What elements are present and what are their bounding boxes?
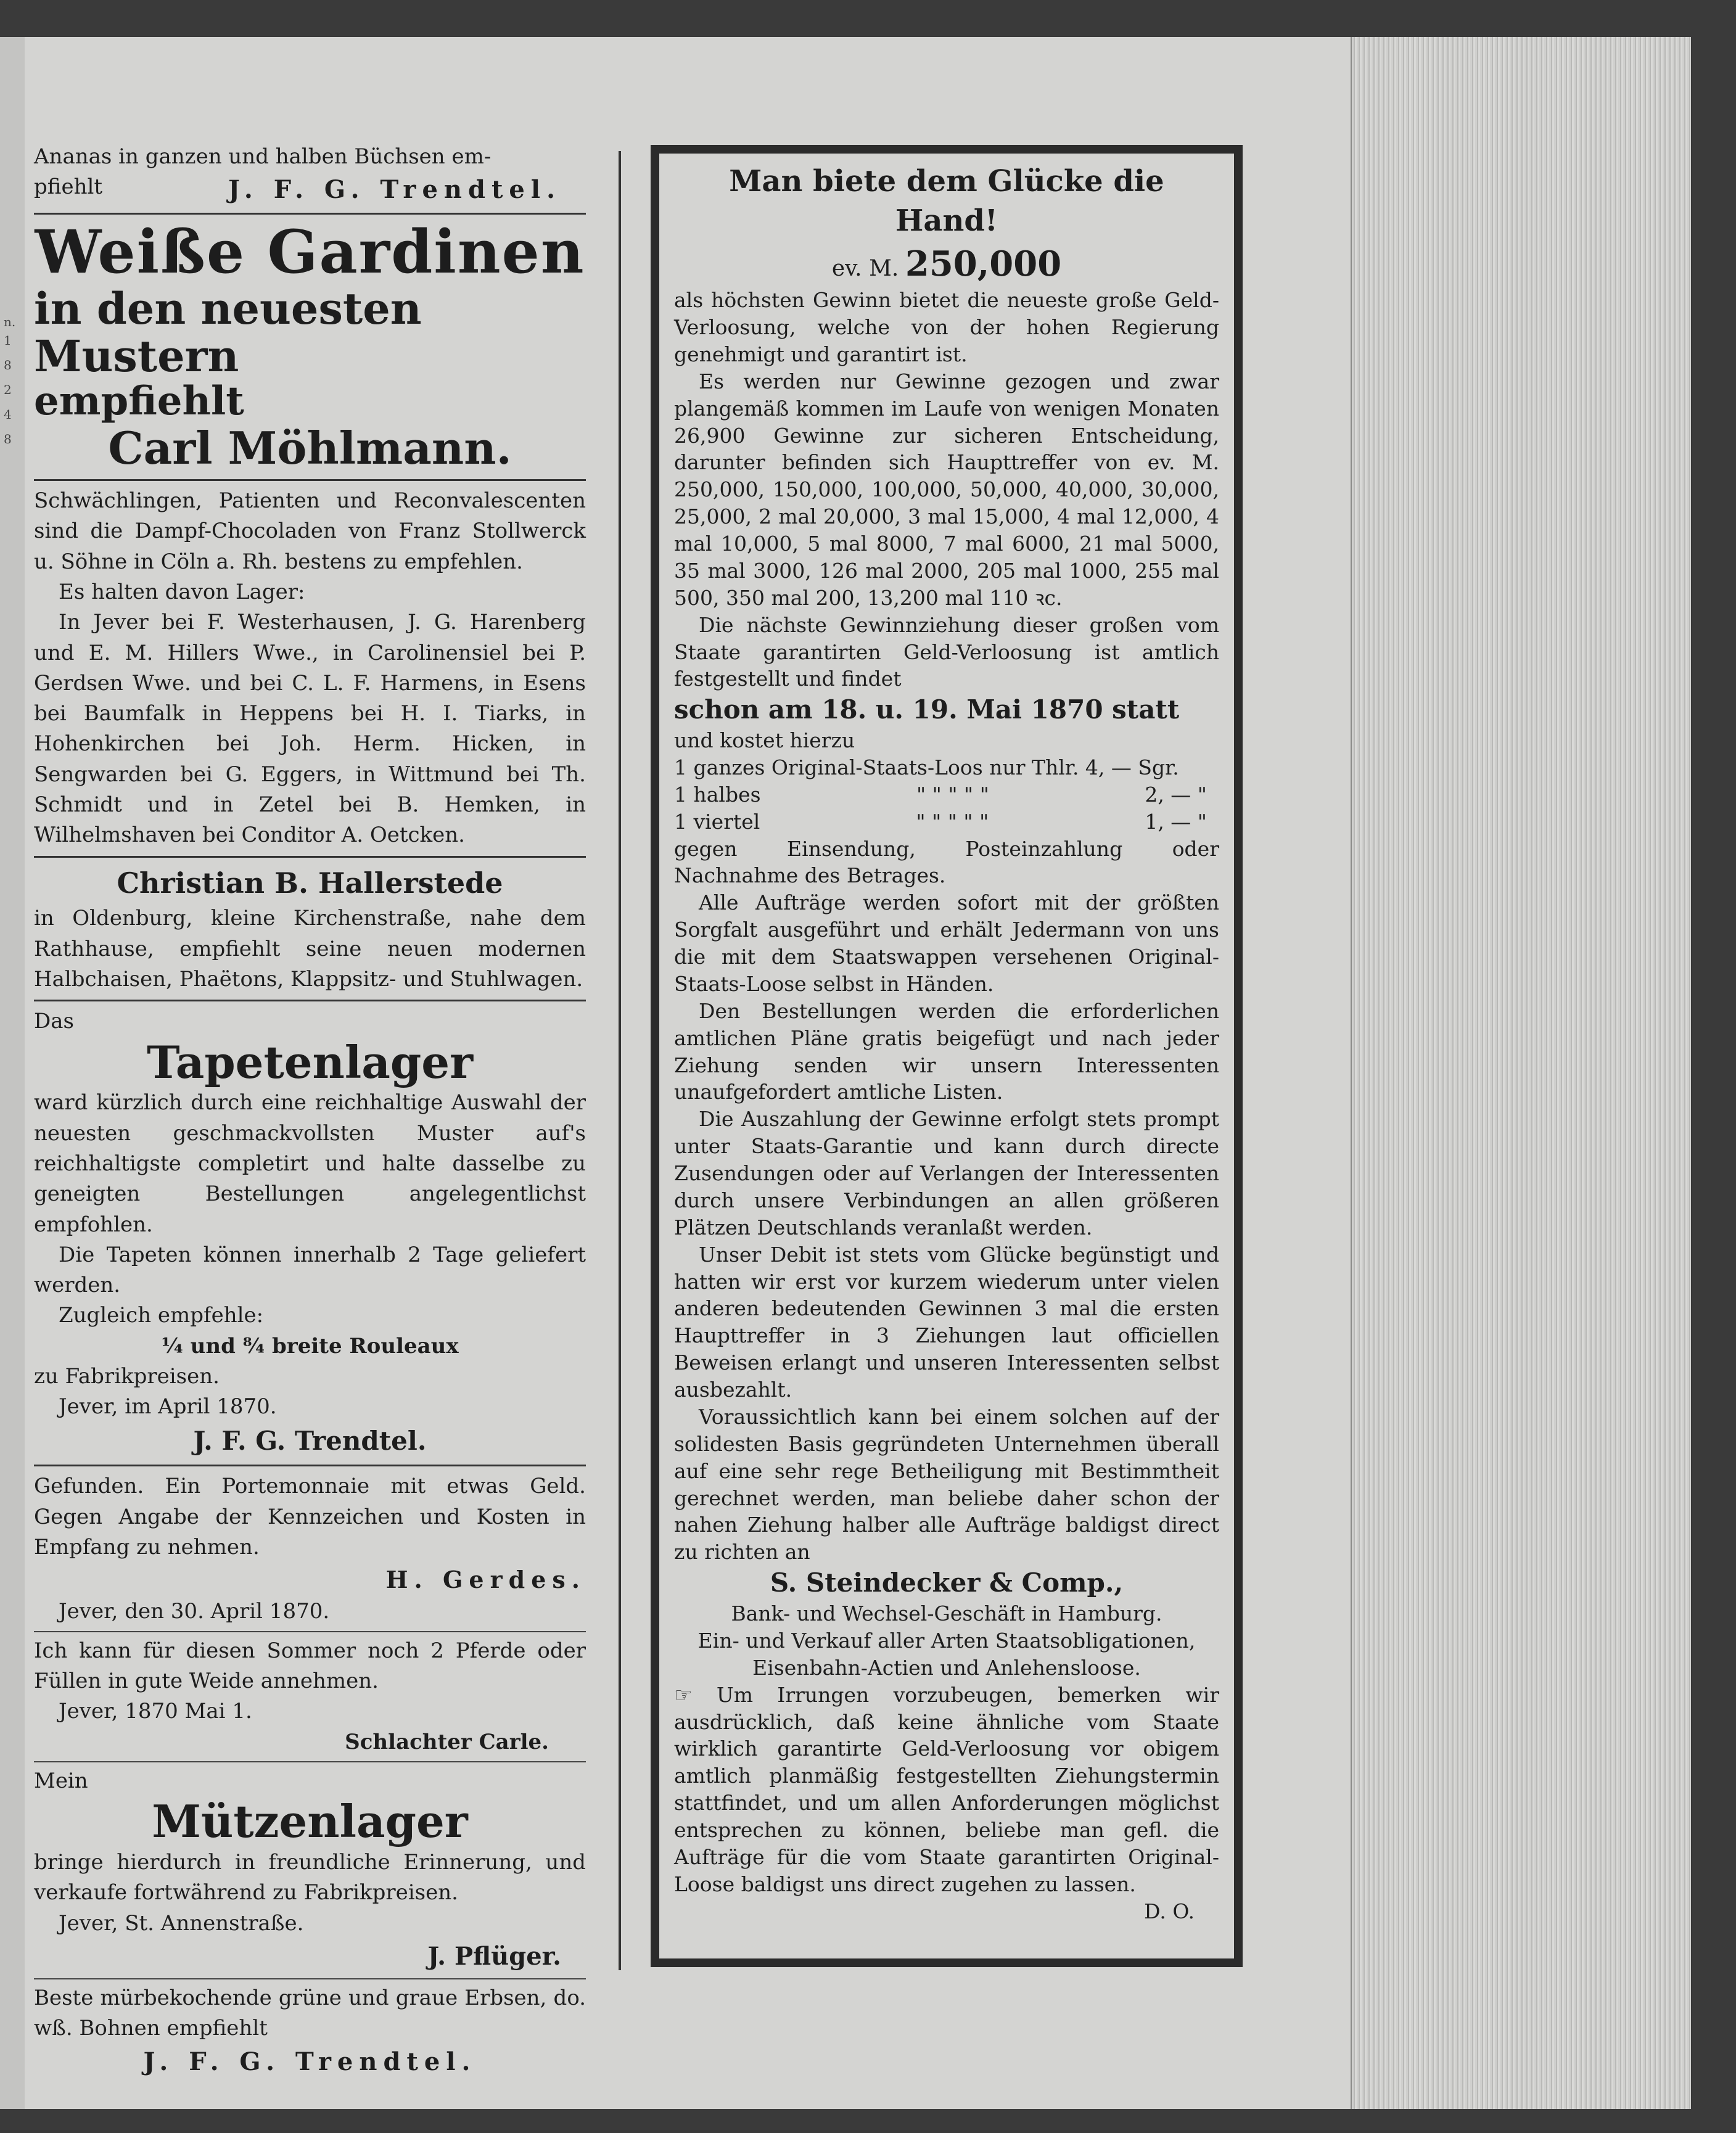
ad-signature: J. F. G. Trendtel. bbox=[193, 1425, 427, 1456]
ad-text: Das bbox=[34, 1009, 74, 1034]
strip-char: 8 bbox=[4, 432, 12, 446]
ad-headline: Tapetenlager bbox=[147, 1035, 473, 1088]
ad-text: und kostet hierzu bbox=[674, 728, 855, 753]
ad-hallerstede bbox=[34, 863, 586, 995]
ad-text: Ich kann für diesen Sommer noch 2 Pferde oder Füllen in gute Weide annehmen. bbox=[34, 1638, 586, 1694]
ad-text: gegen Einsendung, Posteinzahlung oder Nachnahme des Betrages. bbox=[674, 836, 1219, 888]
ad-text: Die Auszahlung der Gewinne erfolgt stets prompt unter Staats-Garantie und kann durch directe Zusendungen oder auf Verlangen der Interessenten durch unsere Verbindungen an allen größeren Plätzen Deutschlands veranlaßt werden. bbox=[674, 1107, 1219, 1239]
divider bbox=[34, 479, 586, 481]
ad-headline: empfiehlt bbox=[34, 377, 244, 424]
ditto-marks: " " " " " bbox=[916, 809, 989, 834]
ditto-marks: " " " " " bbox=[916, 782, 989, 807]
divider bbox=[34, 213, 586, 215]
ad-headline: Man biete dem Glücke die Hand! bbox=[729, 164, 1164, 238]
ad-signature: J. F. G. Trendtel. bbox=[228, 175, 561, 205]
ad-gardinen bbox=[34, 217, 586, 475]
ad-text: In Jever bei F. Westerhausen, J. G. Harenberg und E. M. Hillers Wwe., in Carolinensiel bei P. Gerdsen Wwe. und bei C. L. F. Harmens, in Esens bei Baumfalk in Heppens bei H. I. Tiarks, in Hohenkirchen bei Joh. Herm. Hicken, in Sengwarden bei G. Eggers, in Wittmund bei Th. Schmidt und in Zetel bei B. Hemken, in Wilhelmshaven bei Conditor A. Oetcken. bbox=[34, 610, 586, 848]
ad-text: Alle Aufträge werden sofort mit der größten Sorgfalt ausgeführt und erhält Jedermann von uns die mit dem Staatswappen versehenen Original-Staats-Loose selbst in Händen. bbox=[674, 890, 1219, 996]
strip-char: 8 bbox=[4, 358, 12, 372]
pointing-hand-icon: ☞ bbox=[674, 1682, 717, 1707]
left-column bbox=[34, 142, 586, 2080]
ad-text: pfiehlt bbox=[34, 175, 102, 200]
ad-signature: D. O. bbox=[1144, 1899, 1195, 1923]
divider bbox=[34, 1000, 586, 1001]
ad-tapetenlager bbox=[34, 1006, 586, 1460]
ad-text: Den Bestellungen werden die erforderlichen amtlichen Pläne gratis beigefügt und nach jeder Ziehung senden wir unsern Interessenten unaufgefordert amtliche Listen. bbox=[674, 998, 1219, 1104]
price-line bbox=[674, 781, 1219, 808]
ad-signature: J. Pflüger. bbox=[427, 1941, 561, 1971]
book-page-edges bbox=[1351, 37, 1691, 2109]
ad-signature: H. Gerdes. bbox=[385, 1566, 586, 1594]
ad-text: bringe hierdurch in freundliche Erinnerung, und verkaufe fortwährend zu Fabrikpreisen. bbox=[34, 1850, 586, 1905]
ad-headline: Mützenlager bbox=[152, 1795, 468, 1848]
ad-text: Schwächlingen, Patienten und Reconvalescenten sind die Dampf-Chocoladen von Franz Stollwerck u. Söhne in Cöln a. Rh. bestens zu empfehlen. bbox=[34, 488, 586, 574]
firm-line: Eisenbahn-Actien und Anlehensloose. bbox=[752, 1655, 1141, 1680]
ad-text: Beste mürbekochende grüne und graue Erbsen, do. wß. Bohnen empfiehlt bbox=[34, 1985, 586, 2041]
divider bbox=[34, 1978, 586, 1979]
strip-char: 4 bbox=[4, 407, 12, 422]
price-label: 1 halbes bbox=[674, 782, 761, 807]
ad-found bbox=[34, 1471, 586, 1627]
ad-text: Es halten davon Lager: bbox=[59, 579, 305, 604]
ad-chocolate bbox=[34, 486, 586, 851]
ad-place-date: Jever, im April 1870. bbox=[59, 1394, 277, 1420]
divider bbox=[34, 1465, 586, 1466]
firm-name: S. Steindecker & Comp., bbox=[770, 1568, 1124, 1598]
lottery-ad-box bbox=[651, 145, 1243, 1967]
ad-text: ¼ und ⁸⁄₄ breite Rouleaux bbox=[161, 1333, 459, 1358]
ad-text: Gefunden. Ein Portemonnaie mit etwas Geld. Gegen Angabe der Kennzeichen und Kosten in Empfang zu nehmen. bbox=[34, 1474, 586, 1560]
draw-date: schon am 18. u. 19. Mai 1870 statt bbox=[674, 694, 1180, 725]
ad-text: Unser Debit ist stets vom Glücke begünstigt und hatten wir erst vor kurzem wiederum unter vielen anderen bedeutenden Gewinnen 3 mal die ersten Haupttreffer in 3 Ziehungen laut officiellen Beweisen erlangt und unseren Interessenten selbst ausbezahlt. bbox=[674, 1242, 1219, 1402]
ad-headline: Weiße Gardinen bbox=[35, 217, 585, 287]
price-label: 1 viertel bbox=[674, 809, 760, 834]
firm-line: Ein- und Verkauf aller Arten Staatsobligationen, bbox=[697, 1628, 1196, 1653]
column-rule bbox=[619, 151, 621, 1970]
price-line bbox=[674, 808, 1219, 836]
price-line: 1 ganzes Original-Staats-Loos nur Thlr. 4, — Sgr. bbox=[674, 755, 1179, 779]
ad-text: Um Irrungen vorzubeugen, bemerken wir ausdrücklich, daß keine ähnliche vom Staate wirklich garantirte Geld-Verloosung vor obigem amtlich planmäßig festgestellten Ziehungstermin stattfindet, und um allen Anforderungen möglichst entsprechen zu können, beliebe man gefl. die Aufträge für die vom Staate garantirten Original-Loose baldigst uns direct zugehen zu lassen. bbox=[674, 1682, 1219, 1896]
ad-place-date: Jever, 1870 Mai 1. bbox=[59, 1699, 252, 1724]
ad-headline: in den neuesten Mustern bbox=[34, 282, 422, 382]
ad-ananas bbox=[34, 142, 586, 208]
ad-headline: Christian B. Hallerstede bbox=[117, 866, 503, 900]
ad-text: Es werden nur Gewinne gezogen und zwar plangemäß kommen im Laufe von wenigen Monaten 26,900 Gewinne zur sicheren Entscheidung, darunter befinden sich Haupttreffer von ev. M. 250,000, 150,000, 100,000, 50,000, 40,000, 30,000, 25,000, 2 mal 20,000, 3 mal 15,000, 4 mal 12,000, 4 mal 10,000, 5 mal 8000, 7 mal 6000, 21 mal 5000, 35 mal 3000, 126 mal 2000, 205 mal 1000, 255 mal 500, 350 mal 200, 13,200 mal 110 ꝛc. bbox=[674, 369, 1219, 610]
ad-erbsen bbox=[34, 1983, 586, 2080]
ad-signature: Carl Möhlmann. bbox=[108, 422, 512, 475]
divider bbox=[34, 1631, 586, 1632]
ad-signature: J. F. G. Trendtel. bbox=[143, 2047, 477, 2076]
adjacent-page-edge bbox=[0, 37, 26, 2109]
ad-signature: Schlachter Carle. bbox=[345, 1729, 549, 1754]
strip-char: 1 bbox=[4, 333, 12, 348]
divider bbox=[34, 1761, 586, 1762]
ad-pasture bbox=[34, 1636, 586, 1757]
ad-place-date: Jever, den 30. April 1870. bbox=[59, 1599, 330, 1624]
ad-text: Ananas in ganzen und halben Büchsen em- bbox=[34, 144, 492, 169]
ad-text: Mein bbox=[34, 1768, 88, 1793]
ad-text: zu Fabrikpreisen. bbox=[34, 1363, 220, 1389]
ad-text: ward kürzlich durch eine reichhaltige Auswahl der neuesten geschmackvollsten Muster auf's reichhaltigste completirt und halte dasselbe zu geneigten Bestellungen angelegentlichst empfohlen. bbox=[34, 1090, 586, 1237]
ad-text: in Oldenburg, kleine Kirchenstraße, nahe dem Rathhause, empfiehlt seine neuen modernen Halbchaisen, Phaëtons, Klappsitz- und Stuhlwagen. bbox=[34, 906, 586, 992]
prize-amount: 250,000 bbox=[905, 243, 1062, 284]
ad-text: Zugleich empfehle: bbox=[59, 1303, 264, 1328]
amount-prefix: ev. M. bbox=[831, 255, 899, 281]
ad-text bbox=[674, 1682, 1219, 1898]
ad-place-date: Jever, St. Annenstraße. bbox=[59, 1910, 304, 1936]
strip-char: n. bbox=[4, 314, 16, 329]
strip-char: 2 bbox=[4, 382, 12, 397]
ad-text: Die Tapeten können innerhalb 2 Tage geliefert werden. bbox=[34, 1242, 586, 1298]
divider bbox=[34, 856, 586, 858]
price-value: 1, — " bbox=[1145, 809, 1207, 834]
ad-text: Die nächste Gewinnziehung dieser großen vom Staate garantirten Geld-Verloosung ist amtlich festgestellt und findet bbox=[674, 612, 1219, 691]
ad-muetzenlager bbox=[34, 1766, 586, 1975]
price-value: 2, — " bbox=[1145, 782, 1207, 807]
ad-text: als höchsten Gewinn bietet die neueste große Geld-Verloosung, welche von der hohen Regierung genehmigt und garantirt ist. bbox=[674, 288, 1219, 366]
ad-text: Voraussichtlich kann bei einem solchen auf der solidesten Basis gegründeten Unternehmen überall auf eine sehr rege Betheiligung mit Bestimmtheit gerechnet werden, man beliebe daher schon der nahen Ziehung halber alle Aufträge baldigst direct zu richten an bbox=[674, 1404, 1219, 1564]
firm-line: Bank- und Wechsel-Geschäft in Hamburg. bbox=[731, 1601, 1162, 1626]
